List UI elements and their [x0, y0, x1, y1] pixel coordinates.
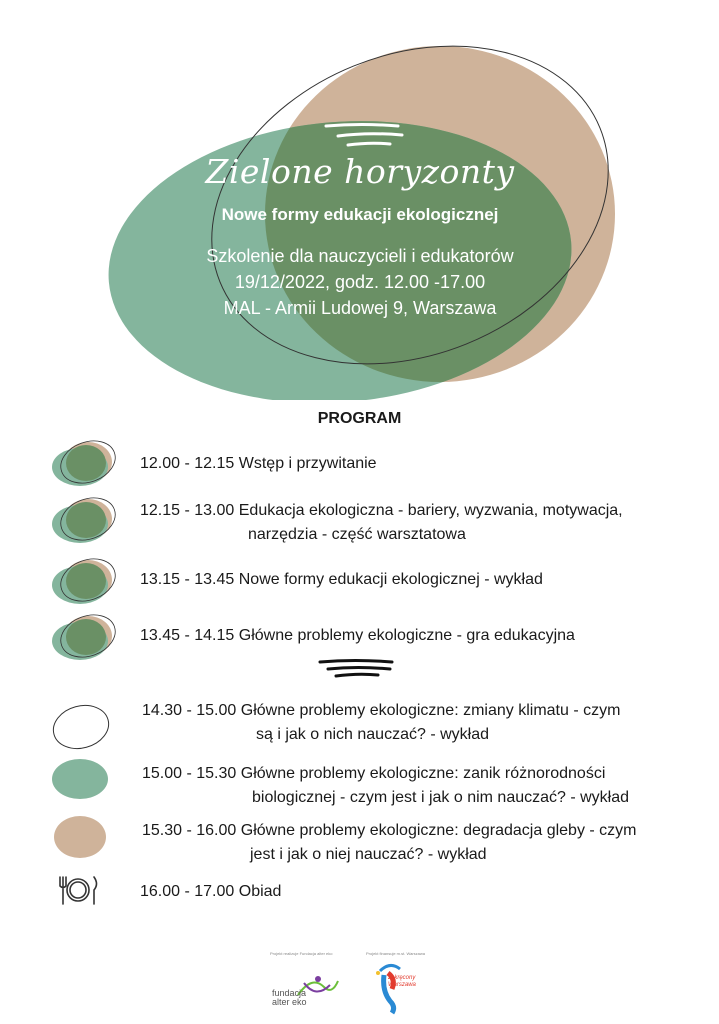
program-item-text-cont: biologicznej - czym jest i jak o nim nauczać? - wykład	[252, 789, 630, 806]
double-ellipse-icon	[48, 556, 118, 608]
hero-location: MAL - Armii Ludowej 9, Warszawa	[223, 298, 497, 318]
program-item-text-cont: są i jak o nich nauczać? - wykład	[256, 726, 489, 743]
green-ellipse-icon	[50, 757, 112, 803]
program-item	[140, 452, 377, 476]
program-item	[140, 880, 281, 904]
program-item	[142, 819, 637, 867]
program-item-text: 12.00 - 12.15 Wstęp i przywitanie	[140, 455, 377, 472]
program-item-text: 13.45 - 14.15 Główne problemy ekologiczne - gra edukacyjna	[140, 627, 575, 644]
program-item-text: 12.15 - 13.00 Edukacja ekologiczna - bariery, wyzwania, motywacja,	[140, 502, 623, 519]
program-heading: PROGRAM	[317, 410, 402, 427]
right-logo-name-line1: zakręcony	[388, 975, 416, 981]
left-logo-caption: Projekt realizuje Fundacja alter eko	[270, 951, 333, 956]
hero-banner	[0, 0, 719, 400]
program-item	[140, 499, 623, 547]
double-ellipse-icon	[48, 612, 118, 664]
sponsor-logos	[250, 945, 470, 1020]
program-item	[140, 568, 543, 592]
program-item-text: 13.15 - 13.45 Nowe formy edukacji ekologicznej - wykład	[140, 571, 543, 588]
program-item-text: 15.30 - 16.00 Główne problemy ekologiczne: degradacja gleby - czym	[142, 822, 637, 839]
program-item-text-cont: jest i jak o niej nauczać? - wykład	[250, 846, 487, 863]
hero-ellipses-graphic	[0, 0, 719, 400]
outline-ellipse-icon	[50, 703, 112, 751]
right-logo-name-line2: Warszawa	[388, 982, 416, 988]
program-item-text: 16.00 - 17.00 Obiad	[140, 883, 282, 900]
right-logo-caption: Projekt finansuje m.st. Warszawa	[366, 951, 425, 956]
warszawa-logo	[362, 945, 442, 1020]
program-item	[142, 762, 629, 810]
program-item-text: 15.00 - 15.30 Główne problemy ekologiczne: zanik różnorodności	[142, 765, 606, 782]
hero-date: 19/12/2022, godz. 12.00 -17.00	[234, 272, 486, 292]
waves-divider-icon	[310, 657, 400, 681]
program-item-text: 14.30 - 15.00 Główne problemy ekologiczne: zmiany klimatu - czym	[142, 702, 621, 719]
program-item-text-cont: narzędzia - część warsztatowa	[248, 526, 466, 543]
hero-title: Zielone horyzonty	[205, 152, 515, 191]
left-logo-name-line2: alter eko	[272, 997, 307, 1007]
double-ellipse-icon	[48, 438, 118, 490]
plate-cutlery-icon	[56, 874, 100, 906]
left-logo-name-line1: fundacja	[272, 988, 307, 998]
tan-ellipse-icon	[50, 813, 112, 861]
hero-audience: Szkolenie dla nauczycieli i edukatorów	[206, 246, 514, 266]
hero-subtitle: Nowe formy edukacji ekologicznej	[221, 205, 499, 224]
double-ellipse-icon	[48, 495, 118, 547]
fundacja-alter-eko-logo	[258, 945, 358, 1020]
program-item	[142, 699, 620, 747]
program-item	[140, 624, 575, 648]
